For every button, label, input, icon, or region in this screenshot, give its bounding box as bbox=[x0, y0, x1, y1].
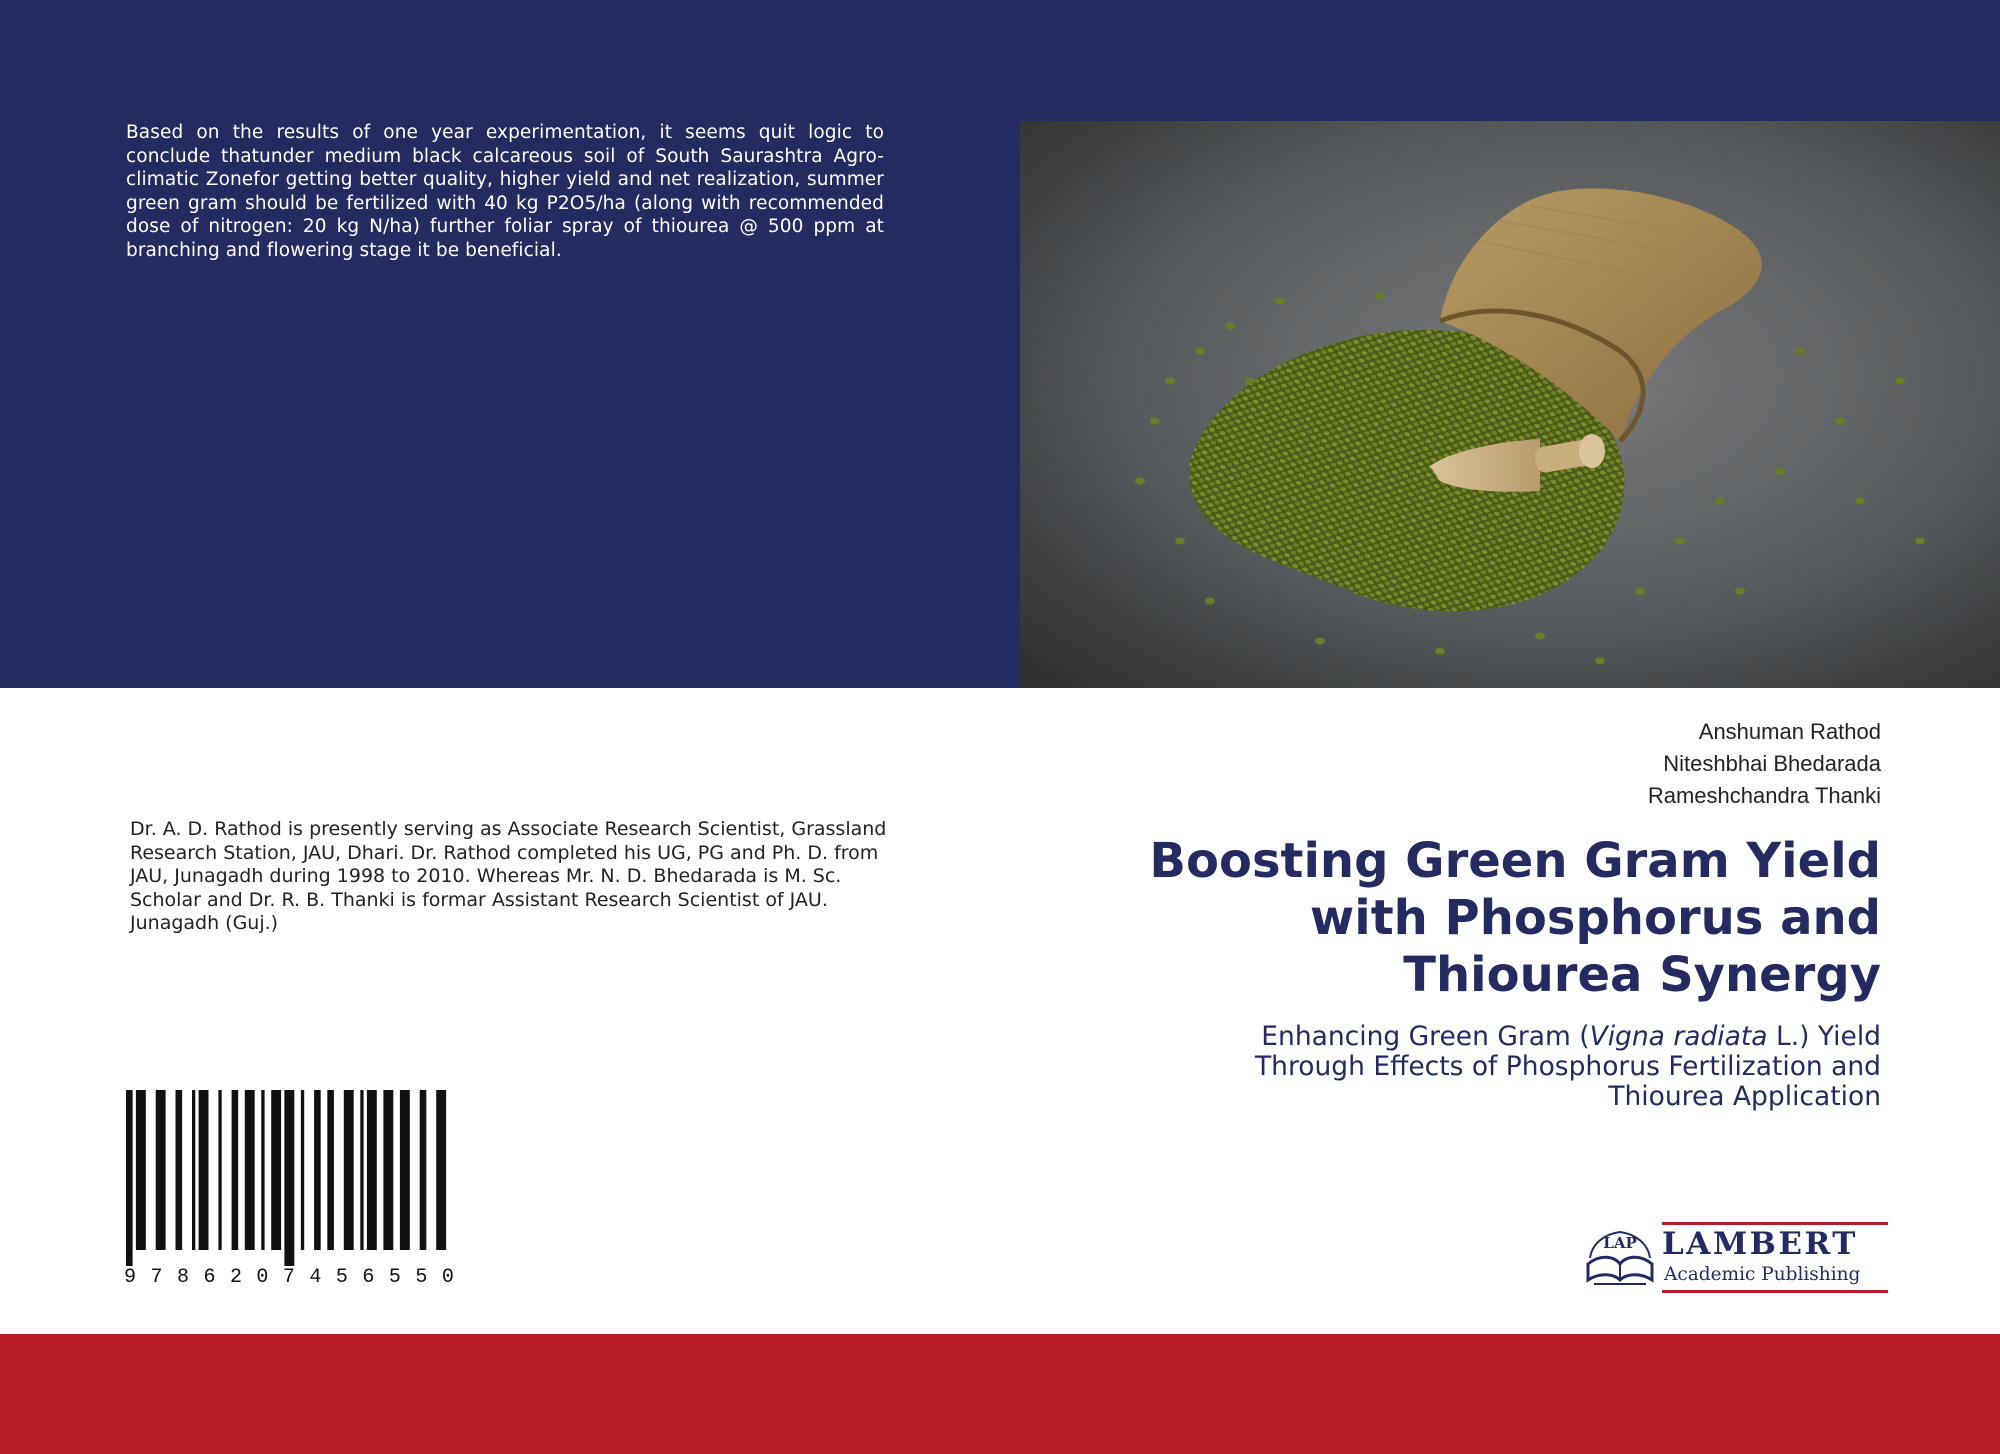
back-cover-blurb: Based on the results of one year experimentation, it seems quit logic to conclude thatunder medium black calcareous soil of South Saurashtra Agro-climatic Zonefor getting better quality, higher yield and net realization, summer green gram should be fertilized with 40 kg P2O5/ha (along with recommended dose of nitrogen: 20 kg N/ha) further foliar spray of thiourea @ 500 ppm at branching and flowering stage it be beneficial. bbox=[126, 122, 884, 261]
isbn-digit: 2 bbox=[229, 1266, 242, 1289]
barcode-bar bbox=[301, 1090, 304, 1250]
book-title bbox=[1041, 833, 1881, 1004]
publisher-logo bbox=[1580, 1222, 1890, 1294]
barcode-bar bbox=[383, 1090, 393, 1250]
author-list bbox=[1381, 716, 1881, 812]
barcode-bar bbox=[271, 1090, 281, 1250]
subtitle-text: Enhancing Green Gram ( bbox=[1261, 1021, 1590, 1052]
open-book-icon bbox=[1580, 1214, 1660, 1294]
title-line: Thiourea Synergy bbox=[1403, 947, 1881, 1003]
barcode-bar bbox=[314, 1090, 321, 1250]
barcode-bar bbox=[344, 1090, 354, 1250]
barcode-bar bbox=[327, 1090, 334, 1250]
author-name: Anshuman Rathod bbox=[1698, 719, 1881, 744]
isbn-digit: 6 bbox=[362, 1266, 375, 1289]
barcode-bar bbox=[420, 1090, 427, 1250]
barcode-bar bbox=[360, 1090, 363, 1250]
barcode-bar bbox=[218, 1090, 221, 1250]
cover-photo-mung-beans bbox=[1020, 121, 2000, 688]
barcode-bar bbox=[136, 1090, 146, 1250]
isbn-digit: 5 bbox=[415, 1266, 428, 1289]
isbn-digit: 0 bbox=[441, 1266, 454, 1289]
title-line: Boosting Green Gram Yield bbox=[1149, 833, 1881, 889]
barcode-bar bbox=[199, 1090, 209, 1250]
isbn-digit: 5 bbox=[388, 1266, 401, 1289]
book-subtitle bbox=[1121, 1022, 1881, 1112]
subtitle-line: Through Effects of Phosphorus Fertilization and bbox=[1254, 1051, 1881, 1082]
red-bottom-band bbox=[0, 1334, 2000, 1454]
barcode-bar bbox=[245, 1090, 255, 1250]
title-line: with Phosphorus and bbox=[1309, 890, 1881, 946]
barcode-bar bbox=[284, 1090, 294, 1266]
isbn-digit: 7 bbox=[150, 1266, 163, 1289]
isbn-digit: 9 bbox=[124, 1266, 137, 1289]
barcode-bar bbox=[192, 1090, 195, 1250]
barcode-bar bbox=[232, 1090, 239, 1250]
isbn-digit: 0 bbox=[256, 1266, 269, 1289]
isbn-number bbox=[124, 1266, 454, 1289]
publisher-name: LAMBERT bbox=[1662, 1226, 1858, 1262]
barcode-bar bbox=[176, 1090, 183, 1250]
isbn-barcode bbox=[126, 1090, 456, 1290]
subtitle-line bbox=[1121, 1022, 1881, 1052]
isbn-digit: 4 bbox=[309, 1266, 322, 1289]
publisher-tagline: Academic Publishing bbox=[1664, 1264, 1861, 1285]
isbn-digit: 7 bbox=[282, 1266, 295, 1289]
subtitle-text: L.) Yield bbox=[1767, 1021, 1881, 1052]
barcode-bar bbox=[367, 1090, 377, 1250]
barcode-bar bbox=[261, 1090, 264, 1250]
author-name: Niteshbhai Bhedarada bbox=[1663, 751, 1881, 776]
barcode-bar bbox=[400, 1090, 410, 1250]
logo-bottom-rule bbox=[1662, 1290, 1888, 1293]
barcode-bar bbox=[156, 1090, 166, 1250]
species-name: Vigna radiata bbox=[1589, 1021, 1768, 1052]
lap-badge-text: LAP bbox=[1603, 1234, 1637, 1252]
subtitle-line: Thiourea Application bbox=[1608, 1081, 1881, 1112]
barcode-bar bbox=[436, 1090, 446, 1250]
isbn-digit: 8 bbox=[176, 1266, 189, 1289]
author-name: Rameshchandra Thanki bbox=[1647, 783, 1881, 808]
author-bio: Dr. A. D. Rathod is presently serving as Associate Research Scientist, Grassland Research Station, JAU, Dhari. Dr. Rathod completed his UG, PG and Ph. D. from JAU, Junagadh during 1998 to 2010. Whereas Mr. N. D. Bhedarada is M. Sc. Scholar and Dr. R. B. Thanki is formar Assistant Research Scientist of JAU. Junagadh (Guj.) bbox=[130, 818, 887, 934]
isbn-digit: 6 bbox=[203, 1266, 216, 1289]
logo-top-rule bbox=[1662, 1222, 1888, 1225]
barcode-bar bbox=[126, 1090, 133, 1266]
isbn-digit: 5 bbox=[335, 1266, 348, 1289]
